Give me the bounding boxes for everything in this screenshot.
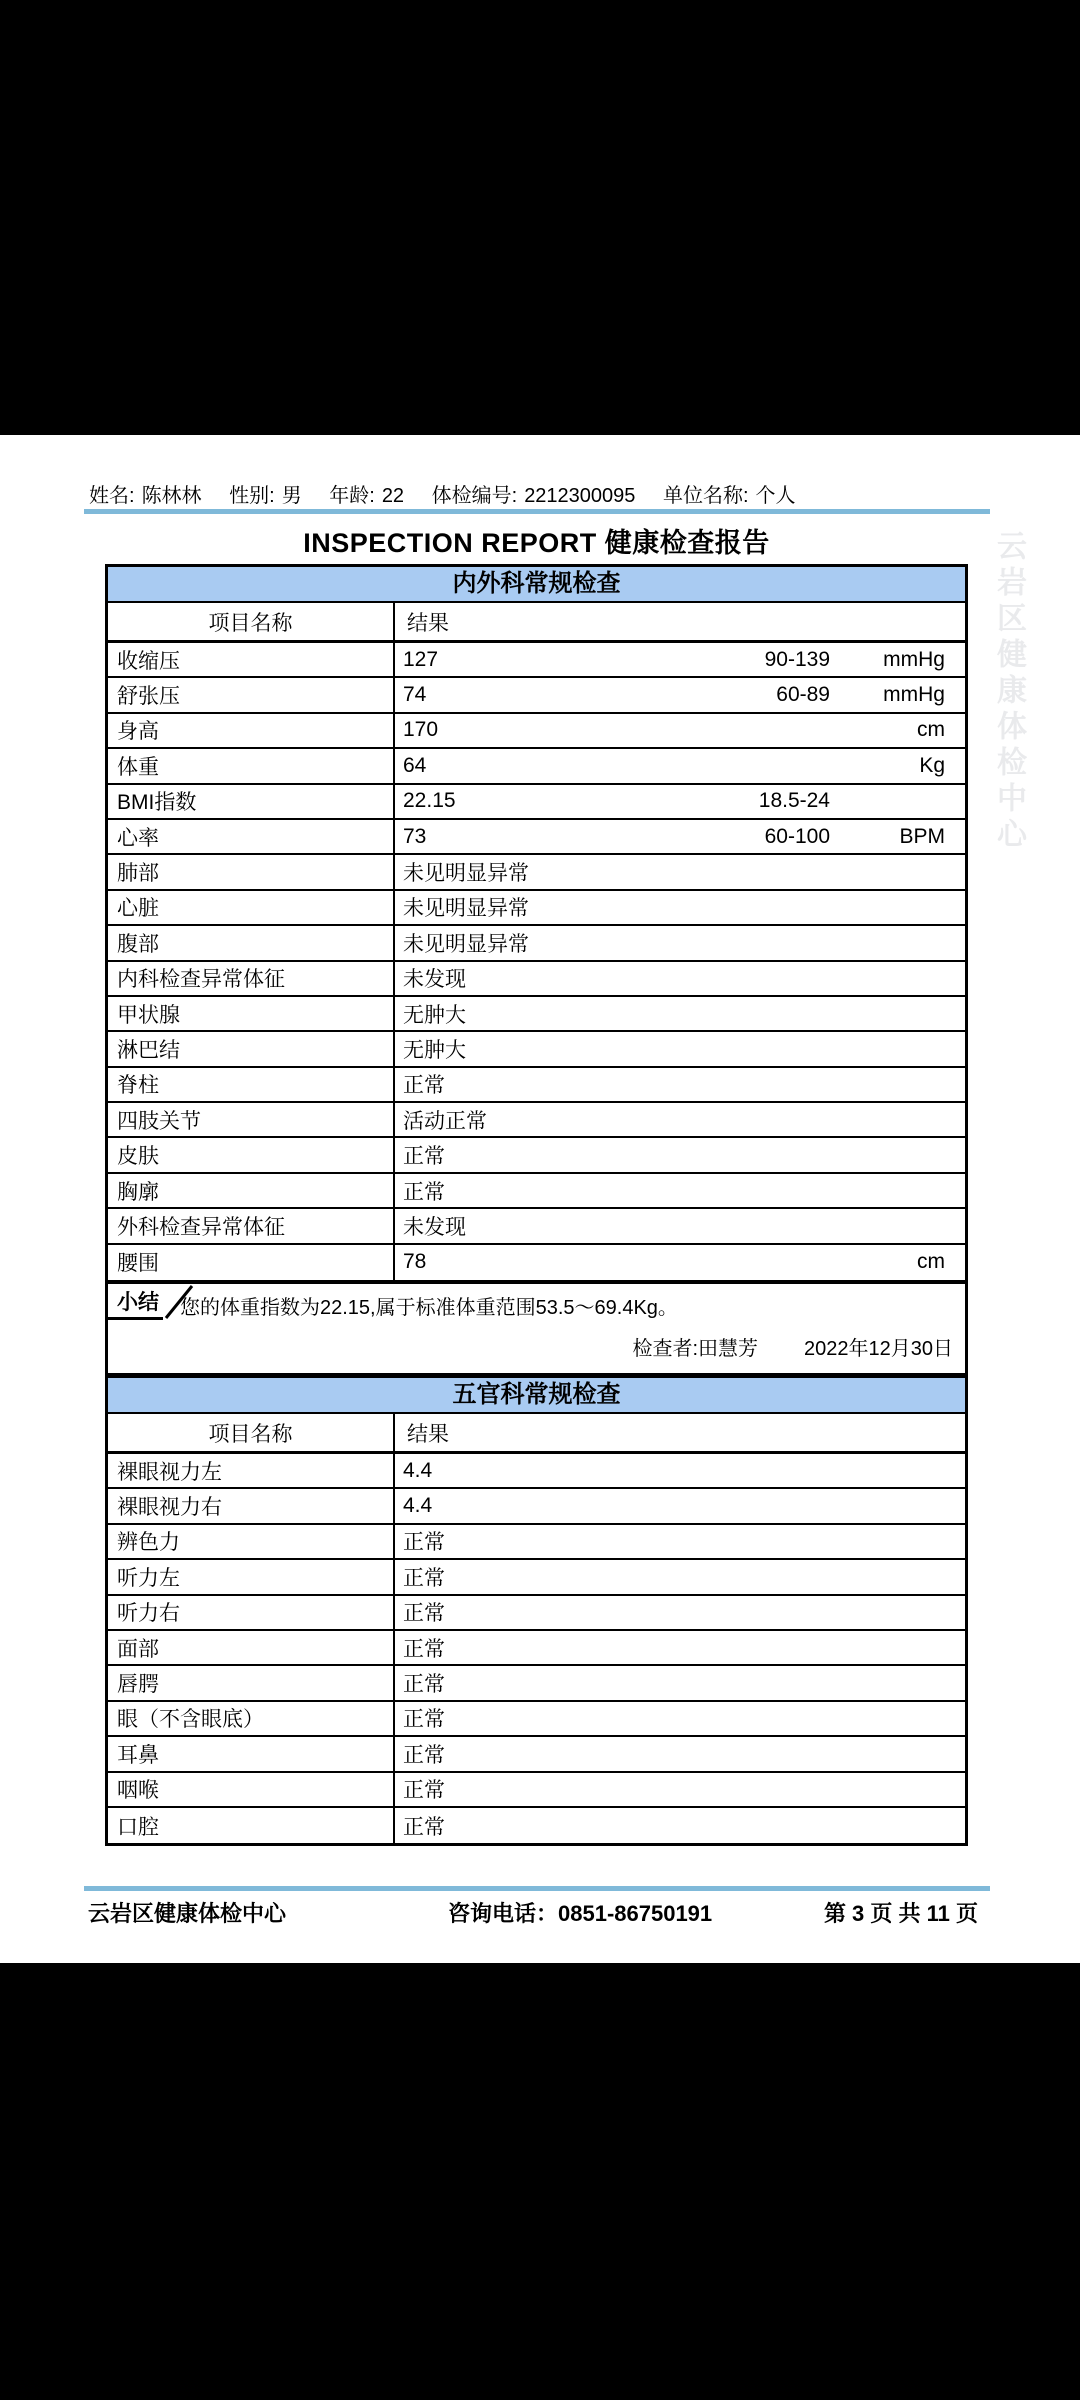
result-unit: mmHg xyxy=(883,647,945,671)
item-name-cell: 心率 xyxy=(108,820,395,853)
result-cell xyxy=(395,891,965,924)
table-row xyxy=(108,1702,965,1737)
item-name-cell: 唇腭 xyxy=(108,1666,395,1699)
table-row xyxy=(108,1666,965,1701)
result-cell xyxy=(395,1138,965,1171)
result-unit: mmHg xyxy=(883,683,945,707)
result-cell xyxy=(395,1631,965,1664)
result-cell xyxy=(395,820,965,853)
result-cell xyxy=(395,643,965,676)
table-row xyxy=(108,1174,965,1209)
result-value: 127 xyxy=(403,647,439,671)
result-value: 正常 xyxy=(403,1180,445,1204)
result-value: 无肿大 xyxy=(403,1038,466,1062)
result-value: 正常 xyxy=(403,1673,445,1697)
item-name-cell: 脊柱 xyxy=(108,1068,395,1101)
result-value: 未见明显异常 xyxy=(403,862,529,886)
column-header-result: 结果 xyxy=(407,1422,449,1446)
item-name-cell: 裸眼视力右 xyxy=(108,1489,395,1522)
result-value: 170 xyxy=(403,718,439,742)
result-value: 正常 xyxy=(403,1145,445,1169)
table-row xyxy=(108,1596,965,1631)
table-row xyxy=(108,1454,965,1489)
result-value: 22.15 xyxy=(403,789,456,813)
result-value: 74 xyxy=(403,683,427,707)
exam-date: 2022年12月30日 xyxy=(804,1338,953,1361)
item-name-cell: 腹部 xyxy=(108,926,395,959)
reference-range: 18.5-24 xyxy=(758,789,830,813)
table-row xyxy=(108,891,965,926)
item-name-cell: 腰围 xyxy=(108,1245,395,1280)
footer-page-number: 第 3 页 共 11 页 xyxy=(823,1901,978,1926)
summary-text: 您的体重指数为22.15,属于标准体重范围53.5～69.4Kg。 xyxy=(180,1297,678,1320)
patient-exam-number: 体检编号: 2212300095 xyxy=(431,485,636,507)
result-cell xyxy=(395,1808,965,1843)
table-row xyxy=(108,820,965,855)
table-section-header: 五官科常规检查 xyxy=(108,1378,965,1414)
result-cell xyxy=(395,1773,965,1806)
result-cell xyxy=(395,1702,965,1735)
result-cell xyxy=(395,1209,965,1242)
table-row xyxy=(108,1138,965,1173)
result-value: 无肿大 xyxy=(403,1003,466,1027)
result-cell xyxy=(395,785,965,818)
result-cell xyxy=(395,1068,965,1101)
ent-exam-table xyxy=(105,1375,968,1846)
item-name-cell: 心脏 xyxy=(108,891,395,924)
item-name-cell: 咽喉 xyxy=(108,1773,395,1806)
result-unit: Kg xyxy=(919,753,945,777)
report-page xyxy=(0,435,1080,1963)
result-value: 4.4 xyxy=(403,1458,433,1482)
item-name-cell: 淋巴结 xyxy=(108,1032,395,1065)
table-column-header-row xyxy=(108,603,965,643)
examiner-label: 检查者: xyxy=(632,1338,699,1361)
result-unit: cm xyxy=(917,718,945,742)
patient-age: 年龄: 22 xyxy=(329,485,405,507)
result-value: 未见明显异常 xyxy=(403,897,529,921)
item-name-cell: 身高 xyxy=(108,714,395,747)
result-cell xyxy=(395,714,965,747)
reference-range: 90-139 xyxy=(764,647,830,671)
result-value: 4.4 xyxy=(403,1494,433,1518)
item-name-cell: 肺部 xyxy=(108,855,395,888)
result-value: 未发现 xyxy=(403,968,466,992)
table-row xyxy=(108,749,965,784)
table-column-header-row xyxy=(108,1414,965,1454)
table-row xyxy=(108,1631,965,1666)
examiner-line xyxy=(632,1332,953,1361)
result-cell xyxy=(395,1737,965,1770)
table-row xyxy=(108,1525,965,1560)
result-unit: cm xyxy=(917,1250,945,1274)
result-value: 正常 xyxy=(403,1708,445,1732)
result-value: 未发现 xyxy=(403,1215,466,1239)
table-rows xyxy=(108,1454,965,1843)
result-cell xyxy=(395,1489,965,1522)
table-row xyxy=(108,1103,965,1138)
table-row xyxy=(108,1773,965,1808)
result-value: 正常 xyxy=(403,1566,445,1590)
examiner-name: 田慧芳 xyxy=(698,1338,759,1361)
footer-divider-line xyxy=(84,1886,990,1891)
table-row xyxy=(108,714,965,749)
item-name-cell: 甲状腺 xyxy=(108,997,395,1030)
internal-external-exam-table xyxy=(105,564,968,1376)
item-name-cell: 眼（不含眼底） xyxy=(108,1702,395,1735)
result-cell xyxy=(395,1596,965,1629)
column-header-item: 项目名称 xyxy=(108,603,395,640)
item-name-cell: 耳鼻 xyxy=(108,1737,395,1770)
header-divider-line xyxy=(84,509,990,514)
watermark-text: 云岩区健康体检中心 xyxy=(992,530,1025,854)
patient-gender: 性别: 男 xyxy=(229,485,302,507)
patient-org: 单位名称: 个人 xyxy=(662,485,796,507)
result-value: 正常 xyxy=(403,1815,445,1839)
table-row xyxy=(108,1808,965,1843)
table-row xyxy=(108,855,965,890)
result-cell xyxy=(395,1525,965,1558)
result-cell xyxy=(395,1032,965,1065)
item-name-cell: 皮肤 xyxy=(108,1138,395,1171)
item-name-cell: BMI指数 xyxy=(108,785,395,818)
result-value: 64 xyxy=(403,753,427,777)
page-footer xyxy=(0,1897,1080,1931)
footer-phone: 咨询电话：0851-86750191 xyxy=(448,1901,713,1926)
result-value: 正常 xyxy=(403,1743,445,1767)
result-cell xyxy=(395,855,965,888)
result-value: 正常 xyxy=(403,1779,445,1803)
result-cell xyxy=(395,1245,965,1280)
result-cell xyxy=(395,678,965,711)
result-value: 活动正常 xyxy=(403,1109,487,1133)
item-name-cell: 听力右 xyxy=(108,1596,395,1629)
result-cell xyxy=(395,1103,965,1136)
table-row xyxy=(108,1560,965,1595)
result-cell xyxy=(395,962,965,995)
column-header-result: 结果 xyxy=(407,611,449,635)
item-name-cell: 面部 xyxy=(108,1631,395,1664)
result-value: 正常 xyxy=(403,1602,445,1626)
table-row xyxy=(108,1245,965,1280)
summary-box xyxy=(108,1280,965,1373)
result-value: 73 xyxy=(403,824,427,848)
result-unit: BPM xyxy=(899,824,945,848)
result-cell xyxy=(395,1454,965,1487)
result-value: 正常 xyxy=(403,1074,445,1098)
item-name-cell: 辨色力 xyxy=(108,1525,395,1558)
report-title: INSPECTION REPORT 健康检查报告 xyxy=(303,528,770,558)
table-row xyxy=(108,962,965,997)
table-row xyxy=(108,1489,965,1524)
item-name-cell: 口腔 xyxy=(108,1808,395,1843)
table-row xyxy=(108,1068,965,1103)
item-name-cell: 体重 xyxy=(108,749,395,782)
table-row xyxy=(108,785,965,820)
item-name-cell: 内科检查异常体征 xyxy=(108,962,395,995)
item-name-cell: 外科检查异常体征 xyxy=(108,1209,395,1242)
reference-range: 60-89 xyxy=(776,683,830,707)
result-cell xyxy=(395,1560,965,1593)
item-name-cell: 四肢关节 xyxy=(108,1103,395,1136)
result-value: 78 xyxy=(403,1250,427,1274)
table-section-header: 内外科常规检查 xyxy=(108,567,965,603)
result-value: 正常 xyxy=(403,1531,445,1555)
table-row xyxy=(108,678,965,713)
patient-name: 姓名: 陈林林 xyxy=(89,485,202,507)
footer-center-name: 云岩区健康体检中心 xyxy=(88,1901,287,1926)
result-cell xyxy=(395,997,965,1030)
column-header-item: 项目名称 xyxy=(108,1414,395,1451)
table-row xyxy=(108,997,965,1032)
table-row xyxy=(108,1032,965,1067)
table-row xyxy=(108,643,965,678)
summary-label: 小结 xyxy=(108,1284,163,1320)
table-row xyxy=(108,1737,965,1772)
item-name-cell: 听力左 xyxy=(108,1560,395,1593)
result-cell xyxy=(395,926,965,959)
result-cell xyxy=(395,1174,965,1207)
result-value: 正常 xyxy=(403,1637,445,1661)
item-name-cell: 胸廓 xyxy=(108,1174,395,1207)
result-value: 未见明显异常 xyxy=(403,932,529,956)
table-row xyxy=(108,1209,965,1244)
table-rows xyxy=(108,643,965,1280)
item-name-cell: 舒张压 xyxy=(108,678,395,711)
item-name-cell: 裸眼视力左 xyxy=(108,1454,395,1487)
item-name-cell: 收缩压 xyxy=(108,643,395,676)
result-cell xyxy=(395,749,965,782)
patient-info-bar xyxy=(89,479,818,508)
table-row xyxy=(108,926,965,961)
reference-range: 60-100 xyxy=(764,824,830,848)
result-cell xyxy=(395,1666,965,1699)
